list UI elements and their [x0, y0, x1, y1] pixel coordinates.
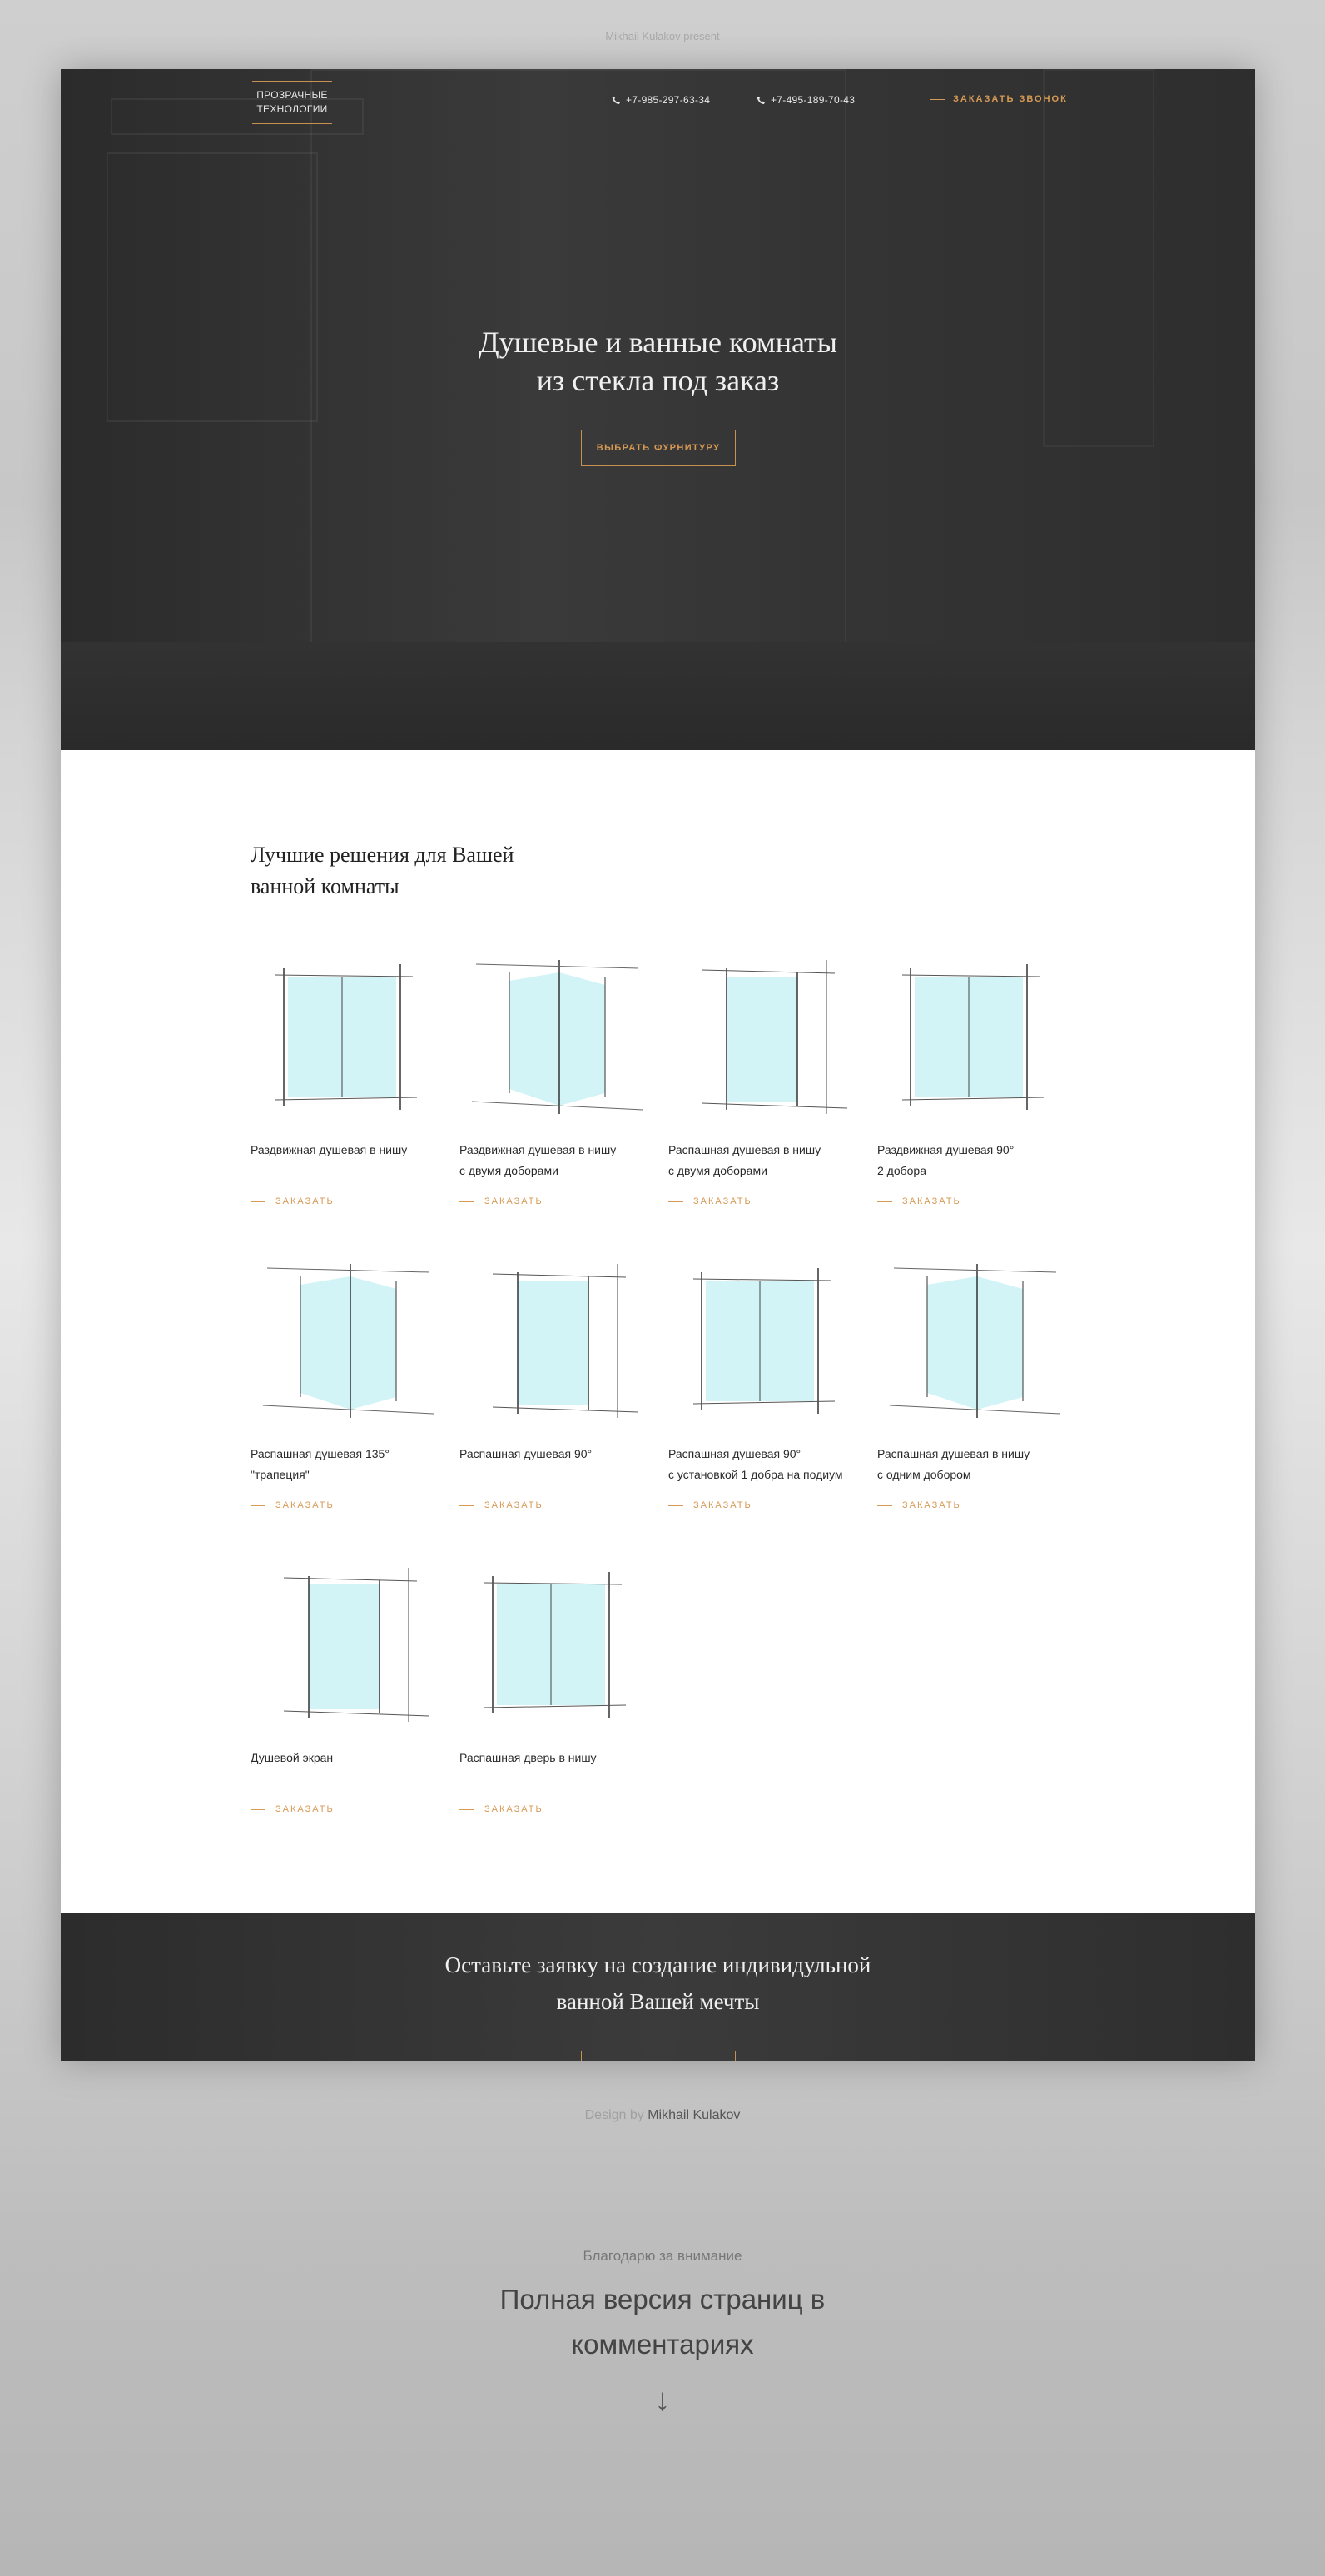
dash-decor: [459, 1505, 474, 1506]
product-card: [251, 1256, 442, 1510]
choose-fittings-button[interactable]: [581, 430, 736, 466]
design-by-label: Design by: [584, 2108, 644, 2122]
order-label: ЗАКАЗАТЬ: [902, 1196, 961, 1206]
presents-caption: Mikhail Kulakov present: [605, 30, 720, 42]
order-button[interactable]: [459, 1500, 651, 1510]
catalog-title-line2: ванной комнаты: [251, 874, 399, 898]
order-button[interactable]: [459, 1196, 651, 1206]
request-title-line1: Оставьте заявку на создание индивидульной: [444, 1952, 871, 1977]
order-label: ЗАКАЗАТЬ: [693, 1196, 752, 1206]
product-name: Раздвижная душевая в нишу: [251, 1143, 408, 1156]
shower-sketch-icon: [668, 952, 860, 1118]
full-version-text: Полная версия страниц в комментариях: [499, 2284, 826, 2360]
order-button[interactable]: [877, 1500, 1069, 1510]
dash-decor: [668, 1505, 683, 1506]
product-image[interactable]: [459, 1256, 651, 1422]
product-card: [459, 1256, 651, 1510]
callback-button[interactable]: [930, 94, 1068, 104]
floor-decor: [61, 642, 1255, 750]
order-label: ЗАКАЗАТЬ: [484, 1804, 543, 1814]
dash-decor: [459, 1201, 474, 1202]
order-button[interactable]: [668, 1500, 860, 1510]
catalog-title: [251, 839, 514, 903]
hero-section: [61, 69, 1255, 750]
order-label: ЗАКАЗАТЬ: [902, 1500, 961, 1510]
product-card: [459, 952, 651, 1206]
product-card: [877, 952, 1069, 1206]
order-button[interactable]: [459, 1804, 651, 1814]
request-title-line2: ванной Вашей мечты: [556, 1989, 760, 2014]
product-name: Распашная душевая в нишу с двумя доборами: [668, 1143, 821, 1177]
dash-decor: [459, 1809, 474, 1810]
phone-number: +7-495-189-70-43: [771, 94, 856, 106]
shower-sketch-icon: [877, 952, 1069, 1118]
dash-decor: [668, 1201, 683, 1202]
order-button[interactable]: [251, 1804, 442, 1814]
dash-decor: [930, 99, 945, 100]
thanks-text: Благодарю за внимание: [583, 2248, 742, 2264]
product-name: Распашная душевая 90°: [459, 1447, 593, 1460]
catalog-title-line1: Лучшие решения для Вашей: [251, 843, 514, 867]
phone-icon: [757, 96, 766, 105]
order-label: ЗАКАЗАТЬ: [484, 1196, 543, 1206]
dash-decor: [251, 1505, 265, 1506]
product-image[interactable]: [668, 1256, 860, 1422]
product-card: [668, 952, 860, 1206]
product-image[interactable]: [459, 1559, 651, 1726]
hero-title-line2: из стекла под заказ: [536, 364, 780, 397]
order-label: ЗАКАЗАТЬ: [275, 1804, 335, 1814]
design-credit: [0, 2108, 1325, 2123]
product-name: Распашная душевая 135° "трапеция": [251, 1447, 390, 1481]
product-card: [251, 952, 442, 1206]
request-band: [61, 1913, 1255, 2061]
phone-icon: [612, 96, 621, 105]
shower-sketch-icon: [668, 1256, 860, 1422]
order-label: ЗАКАЗАТЬ: [484, 1500, 543, 1510]
product-name: Распашная душевая в нишу с одним добором: [877, 1447, 1030, 1481]
product-card: [877, 1256, 1069, 1510]
dash-decor: [877, 1201, 892, 1202]
order-button[interactable]: [251, 1196, 442, 1206]
shower-sketch-icon: [459, 952, 651, 1118]
shower-sketch-icon: [251, 952, 442, 1118]
logo-text: ПРОЗРАЧНЫЕ ТЕХНОЛОГИИ: [256, 89, 328, 115]
arrow-down-icon: ↓: [654, 2383, 671, 2418]
request-button[interactable]: [581, 2051, 736, 2061]
shower-sketch-icon: [459, 1559, 651, 1726]
landing-page-card: [61, 69, 1255, 2061]
choose-fittings-label: ВЫБРАТЬ ФУРНИТУРУ: [596, 443, 721, 453]
request-title: [61, 1947, 1255, 2020]
order-button[interactable]: [251, 1500, 442, 1510]
hero-title: [61, 323, 1255, 400]
product-card: [251, 1559, 442, 1814]
logo[interactable]: [252, 81, 332, 124]
hero-title-line1: Душевые и ванные комнаты: [479, 326, 837, 359]
author-link[interactable]: Mikhail Kulakov: [648, 2108, 741, 2122]
callback-label: ЗАКАЗАТЬ ЗВОНОК: [953, 94, 1068, 104]
order-label: ЗАКАЗАТЬ: [275, 1500, 335, 1510]
product-name: Душевой экран: [251, 1751, 334, 1764]
shower-sketch-icon: [251, 1256, 442, 1422]
product-card: [459, 1559, 651, 1814]
phone-number: +7-985-297-63-34: [626, 94, 711, 106]
product-image[interactable]: [877, 952, 1069, 1118]
order-label: ЗАКАЗАТЬ: [693, 1500, 752, 1510]
product-name: Раздвижная душевая 90° 2 добора: [877, 1143, 1015, 1177]
product-name: Распашная дверь в нишу: [459, 1751, 597, 1764]
product-image[interactable]: [668, 952, 860, 1118]
order-label: ЗАКАЗАТЬ: [275, 1196, 335, 1206]
product-name: Распашная душевая 90° с установкой 1 добра на подиум: [668, 1447, 843, 1481]
product-image[interactable]: [251, 1256, 442, 1422]
shower-sketch-icon: [459, 1256, 651, 1422]
product-image[interactable]: [459, 952, 651, 1118]
product-image[interactable]: [251, 1559, 442, 1726]
shower-sketch-icon: [251, 1559, 442, 1726]
dash-decor: [251, 1809, 265, 1810]
product-card: [668, 1256, 860, 1510]
product-name: Раздвижная душевая в нишу с двумя доборами: [459, 1143, 617, 1177]
phone-link-2[interactable]: [757, 94, 855, 106]
order-button[interactable]: [877, 1196, 1069, 1206]
order-button[interactable]: [668, 1196, 860, 1206]
shower-sketch-icon: [877, 1256, 1069, 1422]
dash-decor: [251, 1201, 265, 1202]
product-image[interactable]: [251, 952, 442, 1118]
product-image[interactable]: [877, 1256, 1069, 1422]
phone-link-1[interactable]: [612, 94, 710, 106]
dash-decor: [877, 1505, 892, 1506]
